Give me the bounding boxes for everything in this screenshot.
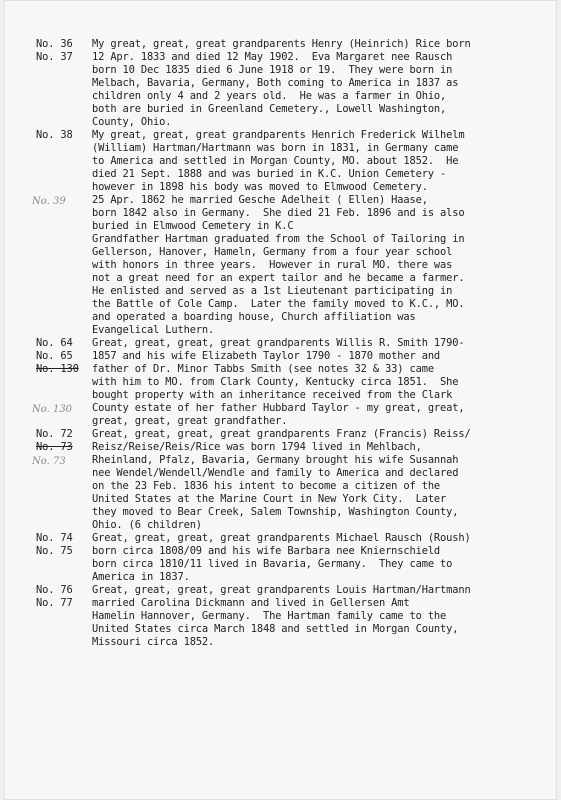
line-text: born 1842 also in Germany. She died 21 Feb. 1896 and is also xyxy=(92,207,465,219)
line-text: My great, great, great grandparents Henrich Frederick Wilhelm xyxy=(92,129,465,141)
text-line xyxy=(36,597,536,610)
line-text: children only 4 and 2 years old. He was a farmer in Ohio, xyxy=(92,90,447,102)
line-text: Great, great, great, great grandparents Louis Hartman/Hartmann xyxy=(92,584,471,596)
line-text: with honors in three years. However in rural MO. there was xyxy=(92,259,453,271)
entry-number xyxy=(36,363,92,376)
line-text: United States at the Marine Court in New York City. Later xyxy=(92,493,447,505)
typed-entry-number: No. 73 xyxy=(36,441,73,453)
line-text: 12 Apr. 1833 and died 12 May 1902. Eva Margaret nee Rausch xyxy=(92,51,453,63)
text-line xyxy=(36,155,536,168)
line-text: on the 23 Feb. 1836 his intent to become a citizen of the xyxy=(92,480,441,492)
line-text: Melbach, Bavaria, Germany, Both coming to America in 1837 as xyxy=(92,77,459,89)
line-text: with him to MO. from Clark County, Kentucky circa 1851. She xyxy=(92,376,459,388)
line-text: married Carolina Dickmann and lived in Gellersen Amt xyxy=(92,597,410,609)
text-line xyxy=(36,246,536,259)
typed-entry-number: No. 37 xyxy=(36,51,73,63)
text-line xyxy=(36,441,536,454)
line-text: County, Ohio. xyxy=(92,116,172,128)
text-line xyxy=(36,90,536,103)
text-line xyxy=(32,194,536,207)
entry-number xyxy=(36,38,92,51)
text-line xyxy=(36,272,536,285)
text-line xyxy=(36,64,536,77)
line-text: Great, great, great, great grandparents Willis R. Smith 1790- xyxy=(92,337,465,349)
line-text: died 21 Sept. 1888 and was buried in K.C. Union Cemetery - xyxy=(92,168,447,180)
line-text: America in 1837. xyxy=(92,571,190,583)
line-text: born circa 1808/09 and his wife Barbara nee Kniernschield xyxy=(92,545,441,557)
text-line xyxy=(36,220,536,233)
text-line xyxy=(36,181,536,194)
typed-entry-number: No. 72 xyxy=(36,428,73,440)
document-page xyxy=(4,0,557,800)
line-text: nee Wendel/Wendell/Wendle and family to America and declared xyxy=(92,467,459,479)
text-line xyxy=(36,493,536,506)
line-text: (William) Hartman/Hartmann was born in 1831, in Germany came xyxy=(92,142,459,154)
text-line xyxy=(36,636,536,649)
handwritten-entry-number: No. 130 xyxy=(32,404,73,415)
text-line xyxy=(36,376,536,389)
text-line xyxy=(36,558,536,571)
line-text: great, great, great grandfather. xyxy=(92,415,288,427)
text-line xyxy=(36,116,536,129)
text-line xyxy=(36,207,536,220)
text-line xyxy=(36,285,536,298)
text-line xyxy=(36,324,536,337)
typed-entry-number: No. 38 xyxy=(36,129,73,141)
text-line xyxy=(36,363,536,376)
line-text: Gellerson, Hanover, Hameln, Germany from a four year school xyxy=(92,246,453,258)
line-text: My great, great, great grandparents Henry (Heinrich) Rice born xyxy=(92,38,471,50)
text-line xyxy=(36,129,536,142)
typed-entry-number: No. 74 xyxy=(36,532,73,544)
text-line xyxy=(36,259,536,272)
text-line xyxy=(36,506,536,519)
text-line xyxy=(36,51,536,64)
typed-entry-number: No. 130 xyxy=(36,363,79,375)
line-text: father of Dr. Minor Tabbs Smith (see notes 32 & 33) came xyxy=(92,363,434,375)
line-text: and operated a boarding house, Church affiliation was xyxy=(92,311,416,323)
typed-entry-number: No. 36 xyxy=(36,38,73,50)
line-text: Evangelical Luthern. xyxy=(92,324,215,336)
line-text: Rheinland, Pfalz, Bavaria, Germany brought his wife Susannah xyxy=(92,454,459,466)
text-line xyxy=(36,480,536,493)
line-text: County estate of her father Hubbard Taylor - my great, great, xyxy=(92,402,465,414)
line-text: to America and settled in Morgan County, MO. about 1852. He xyxy=(92,155,459,167)
text-line xyxy=(36,532,536,545)
line-text: Great, great, great, great grandparents Franz (Francis) Reiss/ xyxy=(92,428,471,440)
typed-entry-number: No. 77 xyxy=(36,597,73,609)
line-text: Grandfather Hartman graduated from the School of Tailoring in xyxy=(92,233,465,245)
typed-entry-number: No. 65 xyxy=(36,350,73,362)
line-text: 1857 and his wife Elizabeth Taylor 1790 - 1870 mother and xyxy=(92,350,441,362)
entry-number xyxy=(36,441,92,454)
entry-number xyxy=(36,51,92,64)
line-text: born circa 1810/11 lived in Bavaria, Germany. They came to xyxy=(92,558,453,570)
text-line xyxy=(36,428,536,441)
handwritten-entry-number: No. 73 xyxy=(32,456,66,467)
line-text: both are buried in Greenland Cemetery., Lowell Washington, xyxy=(92,103,447,115)
text-line xyxy=(36,350,536,363)
text-line xyxy=(32,402,536,415)
text-line xyxy=(36,571,536,584)
entry-number xyxy=(36,545,92,558)
text-line xyxy=(36,233,536,246)
text-line xyxy=(36,545,536,558)
text-line xyxy=(36,142,536,155)
text-line xyxy=(36,467,536,480)
entry-number xyxy=(36,129,92,142)
line-text: He enlisted and served as a 1st Lieutenant participating in xyxy=(92,285,453,297)
entry-number xyxy=(36,597,92,610)
text-line xyxy=(36,519,536,532)
line-text: Reisz/Reise/Reis/Rice was born 1794 lived in Mehlbach, xyxy=(92,441,422,453)
typed-entry-number: No. 75 xyxy=(36,545,73,557)
line-text: United States circa March 1848 and settled in Morgan County, xyxy=(92,623,459,635)
typed-entry-number: No. 76 xyxy=(36,584,73,596)
handwritten-entry-number: No. 39 xyxy=(32,196,66,207)
line-text: the Battle of Cole Camp. Later the family moved to K.C., MO. xyxy=(92,298,465,310)
text-line xyxy=(36,610,536,623)
entry-number xyxy=(36,532,92,545)
entry-number xyxy=(36,337,92,350)
line-text: Great, great, great, great grandparents Michael Rausch (Roush) xyxy=(92,532,471,544)
line-text: 25 Apr. 1862 he married Gesche Adelheit ( Ellen) Haase, xyxy=(92,194,428,206)
line-text: Ohio. (6 children) xyxy=(92,519,202,531)
text-line xyxy=(32,454,536,467)
text-line xyxy=(36,38,536,51)
line-text: not a great need for an expert tailor and he became a farmer. xyxy=(92,272,465,284)
entry-number xyxy=(36,350,92,363)
entry-number xyxy=(36,584,92,597)
text-line xyxy=(36,77,536,90)
line-text: Missouri circa 1852. xyxy=(92,636,215,648)
genealogy-notes xyxy=(32,38,536,649)
line-text: they moved to Bear Creek, Salem Township, Washington County, xyxy=(92,506,459,518)
line-text: buried in Elmwood Cemetery in K.C xyxy=(92,220,294,232)
line-text: however in 1898 his body was moved to Elmwood Cemetery. xyxy=(92,181,428,193)
line-text: born 10 Dec 1835 died 6 June 1918 or 19. They were born in xyxy=(92,64,453,76)
text-line xyxy=(36,337,536,350)
text-line xyxy=(36,103,536,116)
line-text: bought property with an inheritance received from the Clark xyxy=(92,389,453,401)
text-line xyxy=(36,168,536,181)
text-line xyxy=(36,584,536,597)
text-line xyxy=(36,415,536,428)
line-text: Hamelin Hannover, Germany. The Hartman family came to the xyxy=(92,610,447,622)
text-line xyxy=(36,623,536,636)
text-line xyxy=(36,389,536,402)
text-line xyxy=(36,298,536,311)
entry-number xyxy=(36,428,92,441)
typed-entry-number: No. 64 xyxy=(36,337,73,349)
text-line xyxy=(36,311,536,324)
